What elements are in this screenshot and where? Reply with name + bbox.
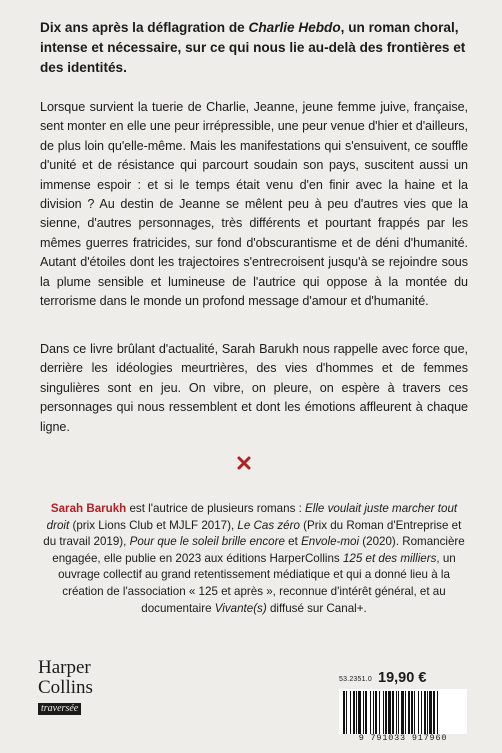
intro-emphasis: Charlie Hebdo (248, 20, 341, 35)
book-title: Elle voulait juste marcher tout droit (46, 502, 458, 532)
publisher-logo-line-2: Collins (38, 677, 93, 698)
intro-summary (40, 18, 470, 78)
book-title: Vivante(s) (214, 601, 267, 615)
synopsis-paragraph-2: Dans ce livre brûlant d'actualité, Sarah Barukh nous rappelle avec force que, derrière les idéologies meurtrières, des vies d'hommes et de femmes singulières sont en jeu. On vibre, on pleure, on espère à travers ces personnages qui nous ressemblent et dont les émotions affleurent à chaque ligne. (40, 342, 468, 434)
bio-text: , un ouvrage collectif au grand retentissement médiatique et qui a donné lieu à la création de l'association « 125 et après », reconnue d'intérêt général, et au documentaire (58, 551, 456, 615)
barcode-icon (339, 689, 467, 734)
bio-text: diffusé sur Canal+. (266, 601, 367, 615)
author-bio (40, 501, 468, 617)
bio-text: est l'autrice de plusieurs romans : (126, 502, 306, 515)
price: 19,90 € (378, 670, 427, 686)
intro-text-1: Dix ans après la déflagration de (40, 20, 249, 35)
product-code: 53.2351.0 (339, 676, 372, 683)
publisher-logo (38, 658, 108, 716)
book-title: Le Cas zéro (237, 518, 300, 532)
bio-text: (Prix du Roman d'Entreprise et du travail 2019), (43, 518, 462, 549)
bio-text: (2020). Romancière engagée, elle publie en 2023 aux éditions HarperCollins (52, 535, 465, 565)
publisher-logo-line-1: Harper (38, 657, 91, 678)
publisher-imprint: traversée (38, 703, 81, 715)
bio-text: et (284, 535, 302, 549)
intro-text-2: , un roman choral, intense et nécessaire, sur ce qui nous lie au-delà des frontières et des identités. (40, 20, 466, 75)
book-title: 125 et des milliers (342, 551, 437, 565)
author-name: Sarah Barukh (50, 502, 127, 515)
book-title: Pour que le soleil brille encore (129, 535, 285, 549)
book-title: Envole-moi (301, 535, 360, 549)
bio-text: (prix Lions Club et MJLF 2017), (69, 518, 238, 532)
cross-icon (236, 455, 252, 471)
barcode-digits: 9 791033 917960 (358, 733, 448, 743)
synopsis-paragraph-1: Lorsque survient la tuerie de Charlie, Jeanne, jeune femme juive, française, sent monter en elle une peur irrépressible, une peur venue d'hier et d'ailleurs, de plus loin qu'elle-même. Mais les manifestations qui s'ensuivent, ce souffle d'unité et de résistance qui parcourt soudain son pays, suscitent aussi un immense espoir : et si le temps était venu d'en finir avec la haine et la division ? Au destin de Jeanne se mêlent peu à peu d'autres vies que la sienne, d'autres personnages, très différents et pourtant frappés par les mêmes guerres fratricides, sur fond d'obscurantisme et de déni d'humanité. Autant d'étoiles dont les trajectoires s'entrecroisent jusqu'à se rejoindre sous la plume sensible et lumineuse de l'autrice qui oppose à la montée du terrorisme dans le monde un profond message d'amour et d'humanité. (40, 100, 468, 309)
